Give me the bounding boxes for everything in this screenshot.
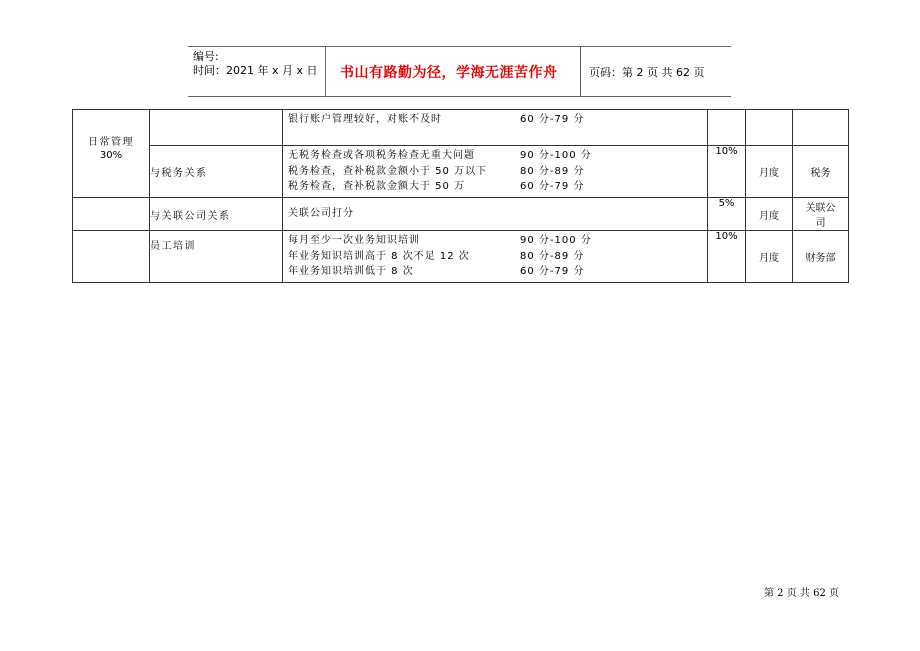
criteria-line [283, 206, 707, 222]
criteria-text: 每月至少一次业务知识培训 [288, 235, 420, 246]
criteria-text: 无税务检查或各项税务检查无重大问题 [288, 150, 475, 161]
table-row [73, 198, 849, 231]
period-cell [746, 110, 793, 146]
category-name: 日常管理 [88, 136, 134, 148]
dept-cell [793, 110, 849, 146]
criteria-line [288, 112, 707, 128]
criteria-score: 60 分-79 分 [520, 266, 585, 277]
table-row [73, 231, 849, 283]
criteria-line [288, 164, 707, 180]
page-footer: 第 2 页 共 62 页 [764, 588, 839, 599]
criteria-line [288, 233, 707, 249]
document-date: 时间：2021 年 x 月 x 日 [193, 64, 318, 77]
header-motto: 书山有路勤为径，学海无涯苦作舟 [340, 65, 558, 81]
header-divider [580, 46, 581, 96]
criteria-cell [283, 231, 708, 283]
criteria-score: 90 分-100 分 [520, 235, 592, 246]
criteria-cell [283, 198, 708, 231]
criteria-score: 80 分-89 分 [520, 165, 585, 177]
header-top-rule [188, 46, 731, 47]
criteria-score: 60 分-79 分 [520, 181, 585, 192]
criteria-line [288, 264, 707, 280]
category-cell [73, 110, 150, 198]
dept-cell: 税务 [793, 146, 849, 198]
document-number-label: 编号: [193, 50, 219, 63]
assessment-table [72, 109, 849, 283]
dept-cell: 财务部 [793, 231, 849, 283]
criteria-score: 60 分-79 分 [520, 114, 585, 125]
criteria-text: 年业务知识培训高于 8 次不足 12 次 [288, 250, 470, 262]
criteria-cell [283, 146, 708, 198]
criteria-text: 税务检查，查补税款金额大于 50 万 [288, 181, 466, 192]
table-row [73, 110, 849, 146]
period-cell: 月度 [746, 146, 793, 198]
category-cell-empty [73, 198, 150, 231]
criteria-text: 税务检查，查补税款金额小于 50 万以下 [288, 165, 488, 177]
criteria-text: 银行账户管理较好，对账不及时 [288, 114, 442, 125]
item-cell [150, 110, 283, 146]
header-bottom-rule [188, 96, 731, 97]
header-divider [325, 46, 326, 96]
criteria-line [288, 179, 707, 195]
criteria-line [288, 148, 707, 164]
weight-cell: 10% [708, 146, 746, 198]
item-cell: 与税务关系 [150, 146, 283, 198]
period-cell: 月度 [746, 198, 793, 231]
weight-cell: 10% [708, 231, 746, 283]
item-cell: 员工培训 [150, 231, 283, 283]
criteria-cell [283, 110, 708, 146]
category-cell-empty [73, 231, 150, 283]
criteria-score: 80 分-89 分 [520, 250, 585, 262]
weight-cell [708, 110, 746, 146]
criteria-score: 90 分-100 分 [520, 150, 592, 161]
period-cell: 月度 [746, 231, 793, 283]
item-cell: 与关联公司关系 [150, 198, 283, 231]
criteria-text: 关联公司打分 [288, 208, 354, 220]
header-page-info: 页码：第 2 页 共 62 页 [589, 66, 705, 79]
criteria-text: 年业务知识培训低于 8 次 [288, 266, 414, 277]
weight-cell: 5% [708, 198, 746, 231]
dept-cell: 关联公司 [793, 198, 849, 231]
criteria-line [288, 249, 707, 265]
category-weight: 30% [99, 149, 123, 161]
table-row [73, 146, 849, 198]
